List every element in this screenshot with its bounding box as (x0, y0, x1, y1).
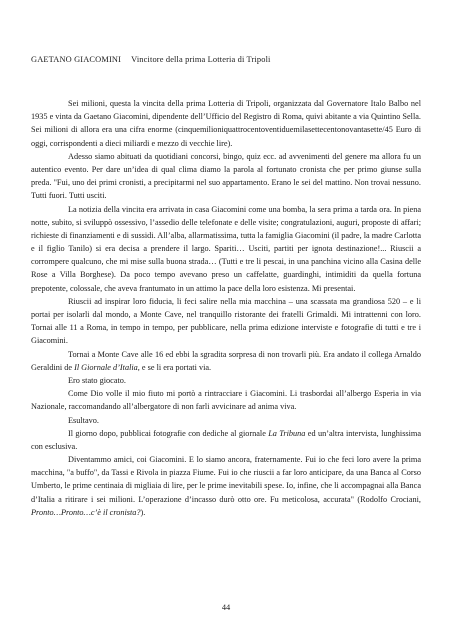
paragraph-text: ). (140, 507, 146, 517)
paragraph-text: Ero stato giocato. (68, 375, 126, 385)
chapter-heading (31, 55, 271, 64)
paragraph-text: Adesso siamo abituati da quotidiani concorsi, bingo, quiz ecc. ad avvenimenti del genere ma allora fu un autentico evento. Per dare un’idea di qual clima diamo la parola al fortunato cronista che per primo giunse sulla preda. "Fui, uno dei primi cronisti, a precipitarmi nel suo appartamento. Erano le sei del mattino. Non trovai nessuno. Tutti fuori. Tutti usciti. (31, 151, 421, 201)
body-paragraph (31, 150, 421, 203)
italic-title: La Tribuna (268, 428, 306, 438)
paragraph-text: Tornai a Monte Cave alle 16 ed ebbi la sgradita sorpresa di non trovarli più. Era andato il collega Arnaldo Geraldini de (31, 349, 421, 372)
paragraph-text: Diventammo amici, coi Giacomini. E lo siamo ancora, fraternamente. Fui io che feci loro avere la prima macchina, "a buffo", da Tassi e Rivola in piazza Fiume. Fui io che riuscii a far loro anticipare, da una Banca al Corso Umberto, le prime centinaia di migliaia di lire, per le prime inevitabili spese. Io, infine, che li accompagnai alla Banca d’Italia a ritirare i sei milioni. L’operazione d’incasso durò otto ore. Fu meticolosa, accurata" (Rodolfo Crociani, (31, 455, 421, 504)
paragraph-text: Riuscii ad inspirar loro fiducia, li feci salire nella mia macchina – una scassata ma grandiosa 520 – e li portai per isolarli dal mondo, a Monte Cave, nel tranquillo ristorante dei fratelli Grimaldi. Mi intrattenni con loro. Tornai alle 11 a Roma, in tempo in tempo, per pubblicare, nella prima edizione interviste e fotografie di tutti e tre i Giacomini. (31, 296, 421, 346)
body-paragraph (31, 348, 421, 374)
italic-title: Pronto…Pronto…c’è il cronista? (31, 507, 141, 517)
heading-subtitle: Vincitore della prima Lotteria di Tripoli (131, 55, 271, 64)
paragraph-text: , e se li era portati via. (137, 362, 212, 372)
italic-title: Il Giornale d’Italia (74, 362, 138, 372)
paragraph-text: Il giorno dopo, pubblicai fotografie con dediche al giornale (68, 428, 269, 438)
body-paragraph (31, 97, 421, 150)
body-paragraph (31, 453, 421, 519)
heading-author: GAETANO GIACOMINI (31, 55, 122, 64)
paragraph-text: Sei milioni, questa la vincita della prima Lotteria di Tripoli, organizzata dal Governatore Italo Balbo nel 1935 e vinta da Gaetano Giacomini, dipendente dell’Ufficio del Registro di Roma, quivi abitante a via Quintino Sella. Sei milioni di allora era una cifra enorme (cinquemilioniquattrocentoventiduemilasettecentonovantasette/45 Euro di oggi, corrispondenti a dieci miliardi e mezzo di vecchie lire). (31, 99, 421, 148)
body-text (31, 97, 421, 519)
body-paragraph (31, 387, 421, 413)
body-paragraph (31, 203, 421, 295)
paragraph-text: ed un’altra intervista, lunghissima con esclusiva. (31, 428, 421, 451)
page-number: 44 (221, 603, 231, 612)
body-paragraph (31, 427, 421, 453)
paragraph-text: La notizia della vincita era arrivata in casa Giacomini come una bomba, la sera prima a tarda ora. In piena notte, subito, si sviluppò ossessivo, l’assedio delle telefonate e delle visite; congratulazioni, auguri, proposte di affari; richieste di finanziamenti e di sussidi. All’alba, allarmatissima, tutta la famiglia Giacomini (il padre, la madre Carlotta e il figlio Tanilo) si era decisa a prendere il largo. Spariti… Usciti, partiti per ignota destinazione!... Riuscii a corrompere qualcuno, che mi mise sulla buona strada… (Tutti e tre li pescai, in una panchina vicino alla Casina delle Rose a Villa Borghese). Da poco tempo avevano preso un caffelatte, guardinghi, intimiditi da quella fortuna prepotente, colossale, che aveva frantumato in un attimo la pace della loro esistenza. Mi presentai. (31, 204, 421, 293)
paragraph-text: Esultavo. (68, 415, 99, 425)
body-paragraph (31, 295, 421, 348)
body-paragraph (31, 414, 421, 427)
body-paragraph (31, 374, 421, 387)
paragraph-text: Come Dio volle il mio fiuto mi portò a rintracciare i Giacomini. Li trasbordai all’albergo Esperia in via Nazionale, raccomandando all’albergatore di non farli avvicinare ad anima viva. (31, 389, 421, 412)
